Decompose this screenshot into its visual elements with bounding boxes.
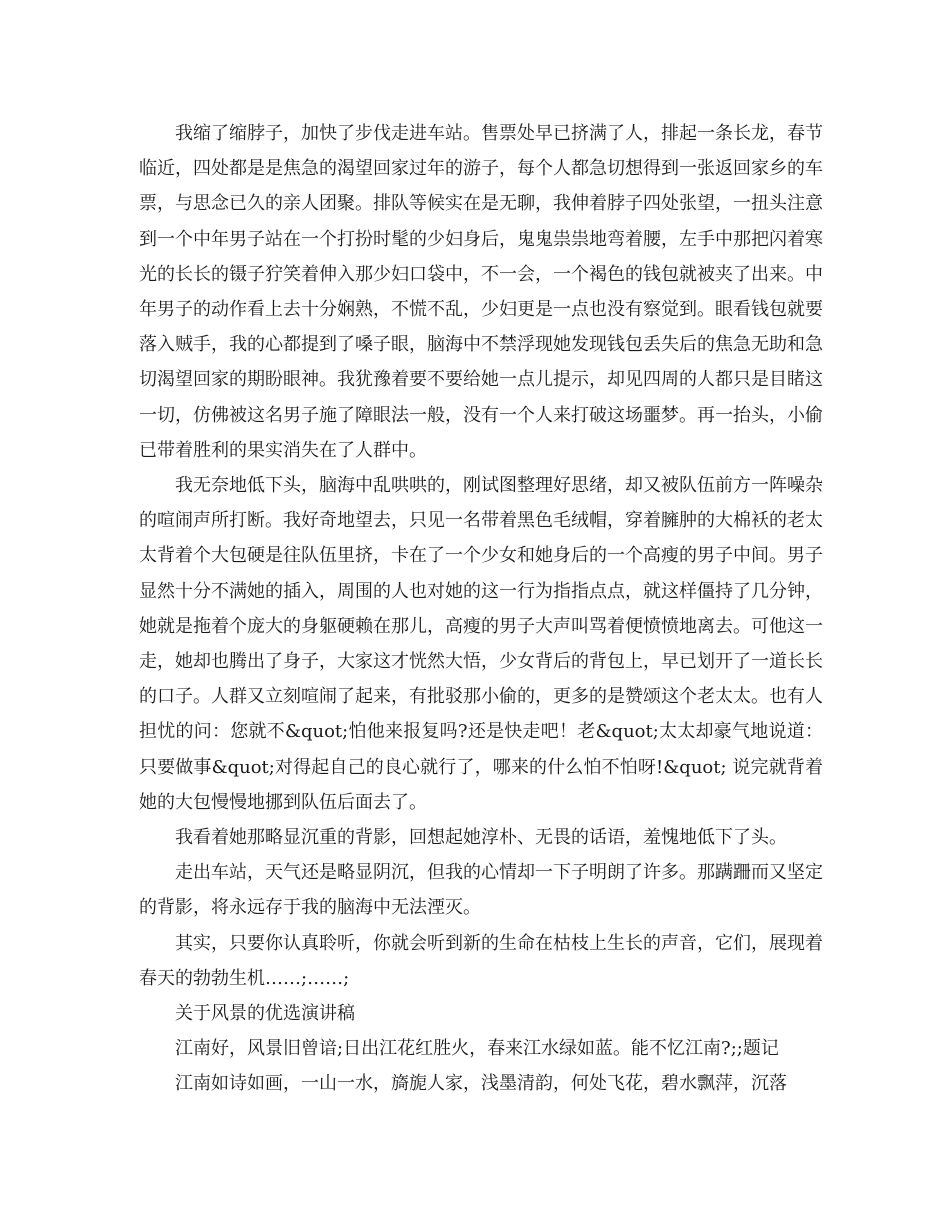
body-paragraph-5: 其实，只要你认真聆听，你就会听到新的生命在枯枝上生长的声音，它们，展现着春天的勃勃生机……;……; — [139, 932, 823, 989]
body-paragraph-6: 江南如诗如画，一山一水，旖旎人家，浅墨清韵，何处飞花，碧水飘萍，沉落 — [175, 1073, 787, 1095]
body-paragraph-4: 走出车站，天气还是略显阴沉，但我的心情却一下子明朗了许多。那蹒跚而又坚定的背影，将永远存于我的脑海中无法湮灭。 — [139, 862, 823, 919]
epigraph-paragraph: 江南好，风景旧曾谙;日出江花红胜火，春来江水绿如蓝。能不忆江南?;;题记 — [175, 1038, 779, 1060]
body-paragraph-3: 我看着她那略显沉重的背影，回想起她淳朴、无畏的话语，羞愧地低下了头。 — [175, 827, 787, 849]
body-paragraph-1: 我缩了缩脖子，加快了步伐走进车站。售票处早已挤满了人，排起一条长龙，春节临近，四处都是是焦急的渴望回家过年的游子，每个人都急切想得到一张返回家乡的车票，与思念已久的亲人团聚。排队等候实在是无聊，我伸着脖子四处张望，一扭头注意到一个中年男子站在一个打扮时髦的少妇身后，鬼鬼祟祟地弯着腰，左手中那把闪着寒光的长长的镊子狞笑着伸入那少妇口袋中，不一会，一个褐色的钱包就被夹了出来。中年男子的动作看上去十分娴熟，不慌不乱，少妇更是一点也没有察觉到。眼看钱包就要落入贼手，我的心都提到了嗓子眼，脑海中不禁浮现她发现钱包丢失后的焦急无助和急切渴望回家的期盼眼神。我犹豫着要不要给她一点儿提示，却见四周的人都只是目睹这一切，仿佛被这名男子施了障眼法一般，没有一个人来打破这场噩梦。再一抬头，小偷已带着胜利的果实消失在了人群中。 — [139, 123, 823, 461]
section-title: 关于风景的优选演讲稿 — [175, 1003, 355, 1025]
document-body — [139, 116, 823, 1102]
body-paragraph-2: 我无奈地低下头，脑海中乱哄哄的，刚试图整理好思绪，却又被队伍前方一阵噪杂的喧闹声所打断。我好奇地望去，只见一名带着黑色毛绒帽，穿着臃肿的大棉袄的老太太背着个大包硬是往队伍里挤，卡在了一个少女和她身后的一个高瘦的男子中间。男子显然十分不满她的插入，周围的人也对她的这一行为指指点点，就这样僵持了几分钟，她就是拖着个庞大的身躯硬赖在那儿，高瘦的男子大声叫骂着便愤愤地离去。可他这一走，她却也腾出了身子，大家这才恍然大悟，少女背后的背包上，早已划开了一道长长的口子。人群又立刻喧闹了起来，有批驳那小偷的，更多的是赞颂这个老太太。也有人担忧的问：您就不&quot;怕他来报复吗?还是快走吧！老&quot;太太却豪气地说道：只要做事&quot;对得起自己的良心就行了，哪来的什么怕不怕呀!&quot; 说完就背着她的大包慢慢地挪到队伍后面去了。 — [139, 475, 823, 813]
